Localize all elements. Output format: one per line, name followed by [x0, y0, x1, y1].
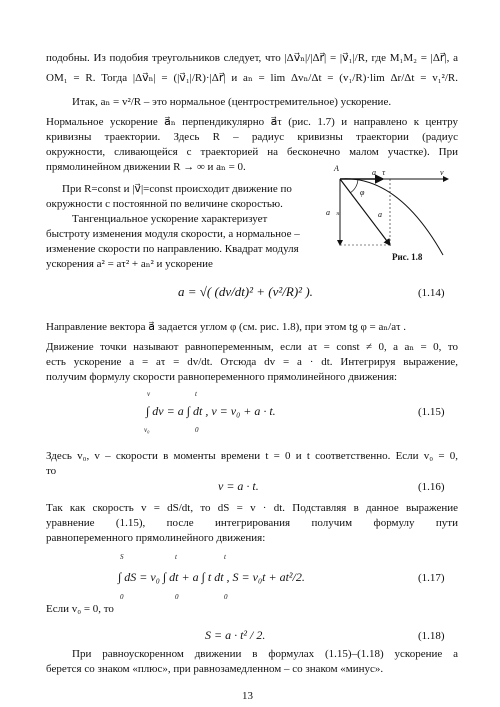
figure-1-8 [328, 165, 458, 265]
limit-label: t [195, 390, 197, 398]
text-line: При равноускоренном движении в формулах (1.15)–(1.18) ускорение a [72, 648, 458, 660]
text-line: Тангенциальное ускорение характеризует [72, 213, 268, 225]
text-line: Итак, aₙ = v²/R – это нормальное (центростремительное) ускорение. [72, 96, 392, 108]
equation-number: (1.17) [418, 572, 445, 584]
normal-label: a⃗ₙ [326, 208, 340, 217]
text-line: равнопеременного прямолинейного движения: [46, 532, 266, 544]
limit-label: 0 [120, 593, 124, 601]
limit-label: S [120, 553, 124, 561]
text-line: При R=const и |v⃗|=const происходит движение по [62, 183, 292, 195]
figure-caption: Рис. 1.8 [392, 252, 423, 262]
text-line: подобны. Из подобия треугольников следует, что |Δv⃗ₙ|/|Δr⃗| = |v⃗₁|/R, где M₁M₂ = |Δr⃗|, а [46, 52, 458, 64]
equation-1-17: ∫ dS = v₀ ∫ dt + a ∫ t dt , S = v₀t + at²/2. [118, 570, 305, 584]
equation-1-14: a = √( (dv/dt)² + (v²/R)² ). [178, 284, 313, 299]
text-line: изменение скорости по направлению. Квадрат модуля [46, 243, 299, 255]
text-line: уравнение (1.15), после интегрирования получим формулу пути [46, 517, 458, 529]
text-line: ускорения a² = aτ² + aₙ² и ускорение [46, 258, 213, 270]
limit-label: 0 [175, 593, 179, 601]
limit-label: t [224, 553, 226, 561]
text-line: быстроту изменения модуля скорости, а нормальное – [46, 228, 300, 240]
point-label: A [334, 164, 339, 173]
text-line: окружности с постоянной по величине скоростью. [46, 198, 283, 210]
text-line: Направление вектора a⃗ задается углом φ (см. рис. 1.8), при этом tg φ = aₙ/aτ . [46, 321, 406, 333]
text-line: Если v₀ = 0, то [46, 603, 114, 615]
equation-1-15: ∫ dv = a ∫ dt , v = v₀ + a · t. [146, 404, 276, 418]
text-line: прямолинейном движении R → ∞ и aₙ = 0. [46, 161, 246, 173]
text-line: берется со знаком «плюс», при равнозамедленном – со знаком «минус». [46, 663, 384, 675]
text-line: то [46, 465, 57, 477]
equation-number: (1.14) [418, 287, 445, 299]
equation-number: (1.18) [418, 630, 445, 642]
equation-1-18: S = a · t² / 2. [205, 628, 266, 642]
text-line: Нормальное ускорение a⃗ₙ перпендикулярно a⃗τ (рис. 1.7) и направлено к центру [46, 116, 458, 128]
limit-label: t [175, 553, 177, 561]
text-line: Движение точки называют равнопеременным, если aτ = const ≠ 0, а aₙ = 0, то [46, 341, 458, 353]
text-line: Здесь v₀, v – скорости в моменты времени t = 0 и t соответственно. Если v₀ = 0, [46, 450, 458, 462]
limit-label: 0 [224, 593, 228, 601]
text-line: получим формулу скорости равнопеременного прямолинейного движения: [46, 371, 398, 383]
tangential-label: a⃗τ [372, 168, 386, 177]
equation-number: (1.16) [418, 481, 445, 493]
text-line: окружности, сливающейся с траекторией на бесконечно малом участке). При [46, 146, 458, 158]
equation-number: (1.15) [418, 406, 445, 418]
limit-label: v₀ [144, 426, 150, 434]
text-line: кривизны траектории. Здесь R – радиус кривизны траектории (радиус [46, 131, 458, 143]
page-number: 13 [242, 690, 253, 702]
phi-label: φ [360, 188, 365, 197]
velocity-label: v⃗ [440, 168, 450, 177]
text-line: есть ускорение a = aτ = dv/dt. Отсюда dv = a · dt. Интегрируя выражение, [46, 356, 458, 368]
text-line: Так как скорость v = dS/dt, то dS = v · dt. Подставляя в данное выражение [46, 502, 458, 514]
limit-label: 0 [195, 426, 199, 434]
limit-label: v [147, 390, 151, 398]
equation-1-16: v = a · t. [218, 479, 259, 493]
text-line: OM₁ = R. Тогда |Δv⃗ₙ| = (|v⃗₁|/R)·|Δr⃗| и aₙ = lim Δvₙ/Δt = (v₁/R)·lim Δr/Δt = v₁²/R. [46, 72, 458, 84]
accel-label: a⃗ [378, 210, 389, 219]
